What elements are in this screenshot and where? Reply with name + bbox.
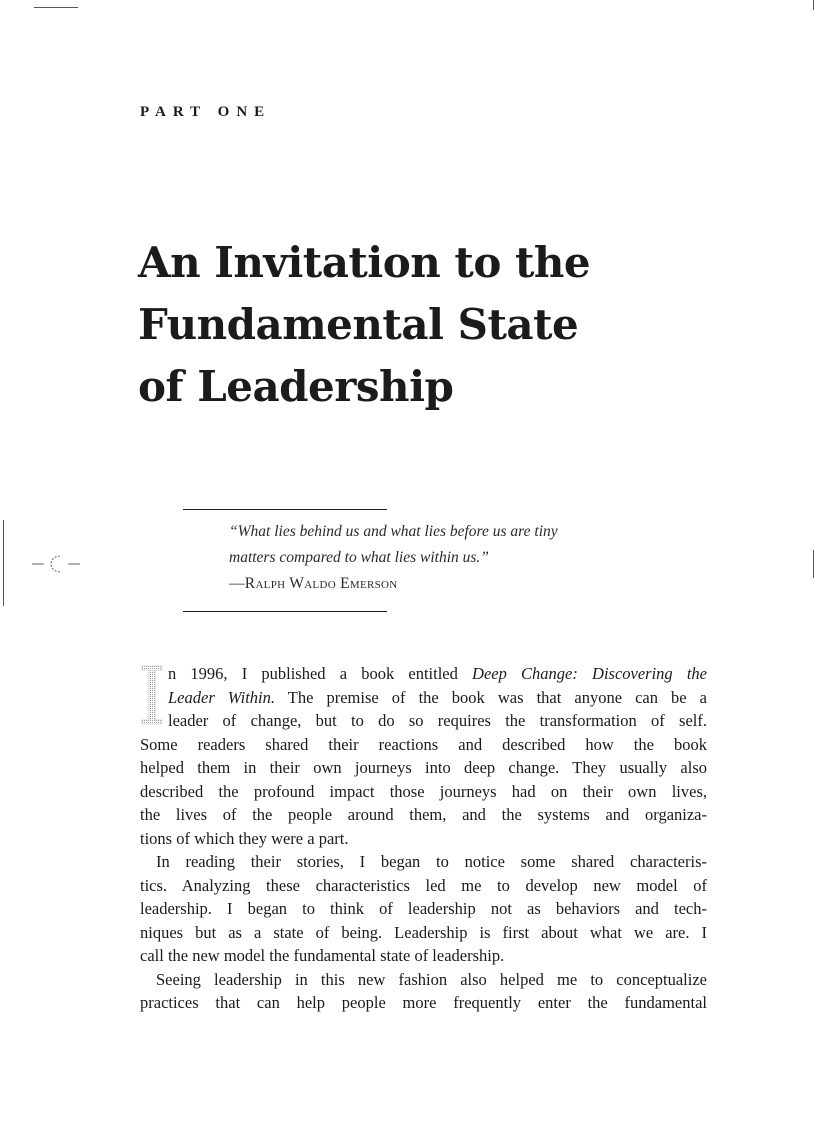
body-line: leader of change, but to do so requires the transformation of self. — [168, 711, 707, 730]
body-line: niques but as a state of being. Leadership is first about what we are. I — [140, 922, 707, 942]
epigraph — [229, 519, 699, 597]
body-line: In reading their stories, I began to notice some shared characteris- — [156, 852, 707, 871]
epigraph-quote-line: “What lies behind us and what lies before us are tiny — [229, 523, 558, 540]
body-line: Some readers shared their reactions and described how the book — [140, 734, 707, 754]
body-line: leadership. I began to think of leadership not as behaviors and tech- — [140, 899, 707, 918]
epigraph-attribution: —Ralph Waldo Emerson — [229, 575, 398, 592]
body-line: the lives of the people around them, and the systems and organiza- — [140, 805, 707, 824]
epigraph-bottom-rule — [183, 611, 387, 612]
crop-mark-left — [3, 520, 4, 606]
chapter-title-line: Fundamental State — [138, 300, 579, 349]
epigraph-quote-line: matters compared to what lies within us.” — [229, 549, 489, 566]
body-line: tics. Analyzing these characteristics led me to develop new model of — [140, 875, 707, 895]
body-line: call the new model the fundamental state of leadership. — [140, 946, 505, 965]
body-line: described the profound impact those journeys had on their own lives, — [140, 781, 707, 801]
chapter-title-line: An Invitation to the — [138, 238, 591, 287]
registration-mark-icon — [30, 552, 86, 576]
chapter-title — [138, 232, 758, 418]
body-line: Seeing leadership in this new fashion also helped me to conceptualize — [156, 969, 707, 989]
body-line: n 1996, I published a book entitled Deep Change: Discovering the — [168, 664, 707, 683]
chapter-title-line: of Leadership — [138, 362, 454, 411]
body-line: helped them in their own journeys into deep change. They usually also — [140, 758, 707, 777]
crop-mark-top-right — [813, 0, 814, 10]
body-line: practices that can help people more frequently enter the fundamental — [140, 993, 707, 1012]
body-line: tions of which they were a part. — [140, 828, 349, 848]
body-text — [140, 662, 707, 1015]
epigraph-top-rule — [183, 509, 387, 510]
body-line: Leader Within. The premise of the book was that anyone can be a — [168, 687, 707, 707]
crop-mark-top — [34, 7, 78, 8]
part-label: PART ONE — [140, 104, 272, 120]
crop-mark-right — [813, 550, 814, 578]
